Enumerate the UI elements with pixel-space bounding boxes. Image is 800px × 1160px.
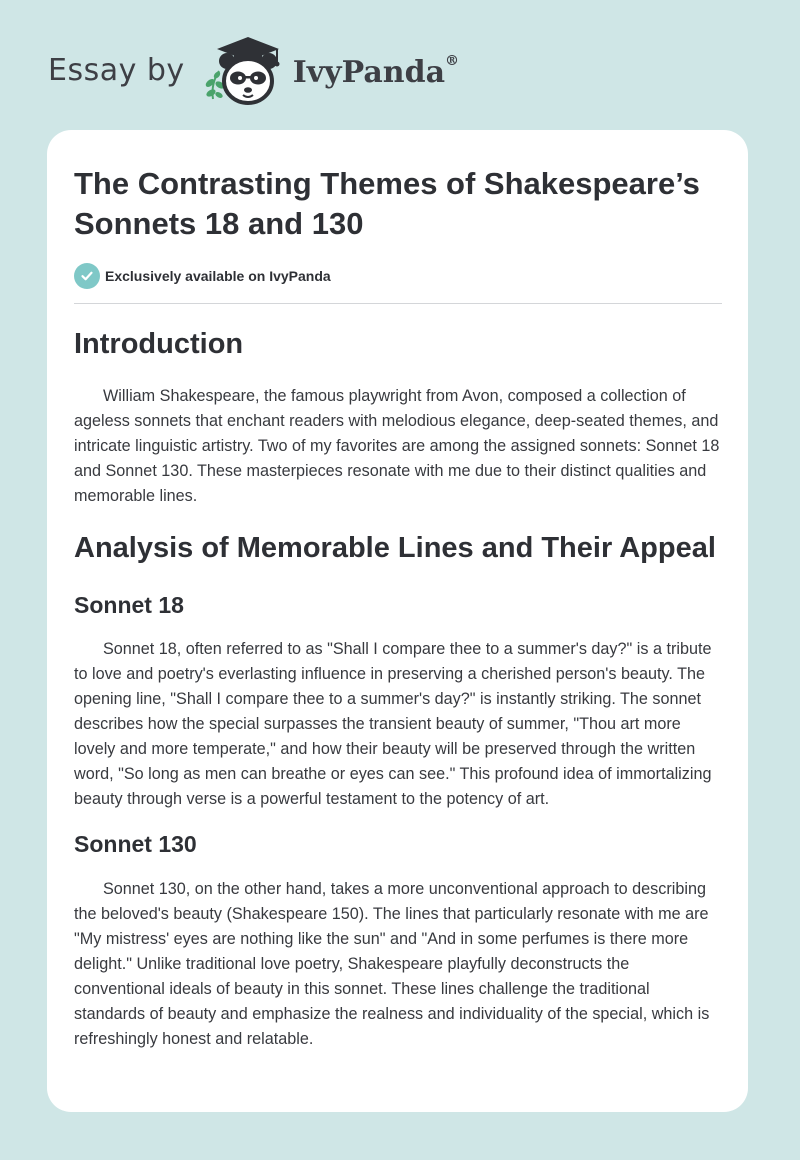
paragraph-sonnet-130: Sonnet 130, on the other hand, takes a more unconventional approach to describing the beloved's beauty (Shakespeare 150). The lines that particularly resonate with me are "My mistress' eyes are nothing like the sun" and "And in some perfumes is there more delight." Unlike traditional love poetry, Shakespeare playfully deconstructs the conventional ideals of beauty in this sonnet. These lines challenge the traditional standards of beauty and emphasize the realness and individuality of the special, which is refreshingly honest and relatable.	[74, 880, 710, 1048]
check-circle-icon	[74, 263, 100, 289]
brand-text: IvyPanda	[292, 54, 446, 90]
title-divider	[74, 303, 722, 304]
paragraph-sonnet-18: Sonnet 18, often referred to as "Shall I compare thee to a summer's day?" is a tribute to love and poetry's everlasting influence in preserving a cherished person's beauty. The opening line, "Shall I compare thee to a summer's day?" is instantly striking. The sonnet describes how the special surpasses the transient beauty of summer, "Thou art more lovely and more temperate," and how their beauty will be preserved through the written word, "So long as men can breathe or eyes can see." This profound idea of immortalizing beauty through verse is a powerful testament to the potency of art.	[74, 640, 712, 808]
site-header	[48, 30, 459, 110]
heading-sonnet-18: Sonnet 18	[74, 592, 184, 618]
exclusive-badge	[74, 262, 722, 290]
panda-logo-icon[interactable]	[199, 31, 289, 109]
essay-by-label: Essay by	[48, 52, 185, 88]
heading-sonnet-130: Sonnet 130	[74, 831, 197, 857]
essay-card	[47, 130, 748, 1112]
heading-introduction: Introduction	[74, 328, 244, 360]
exclusive-label: Exclusively available on IvyPanda	[105, 268, 331, 284]
brand-name[interactable]	[292, 52, 460, 90]
paragraph-introduction: William Shakespeare, the famous playwright from Avon, composed a collection of ageless sonnets that enchant readers with melodious elegance, deep-seated themes, and intricate linguistic artistry. Two of my favorites are among the assigned sonnets: Sonnet 18 and Sonnet 130. These masterpieces resonate with me due to their distinct qualities and memorable lines.	[74, 387, 720, 505]
essay-title: The Contrasting Themes of Shakespeare’s Sonnets 18 and 130	[74, 166, 700, 241]
registered-mark: ®	[445, 52, 460, 69]
heading-analysis: Analysis of Memorable Lines and Their Appeal	[74, 532, 716, 564]
